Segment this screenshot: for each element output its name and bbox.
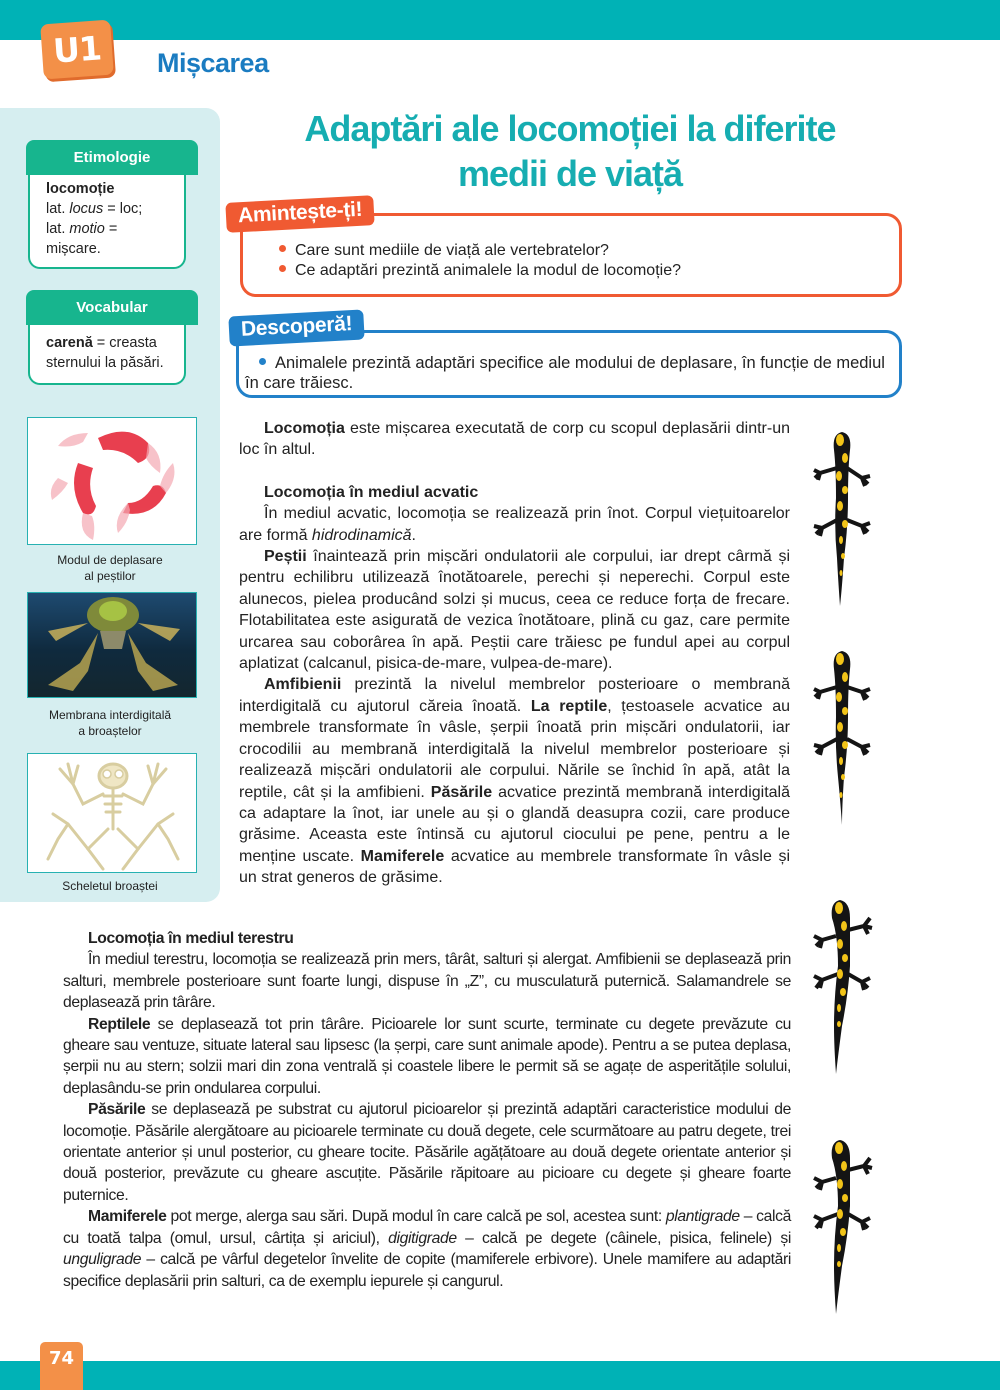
etymology-line1-rest: = loc; — [103, 201, 143, 217]
term-la-reptile: La reptile — [530, 697, 608, 715]
vocabulary-body — [28, 325, 186, 385]
term-pasarile: Păsările — [430, 783, 493, 801]
term-hidrodinamica: hidrodinamică — [311, 526, 412, 544]
unit-badge — [40, 20, 114, 80]
aquatic-text-end: . — [411, 526, 416, 544]
birds-text: acvatice prezintă membrană interdigitală ca adaptare la înot, iar unele au și o glandă deasupra cozii, care produce grăsime. Aceasta este întinsă cu ajutorul ciocului pe pene, pentru a le menține uscate. — [239, 783, 791, 865]
term-amfibienii: Amfibienii — [264, 676, 342, 694]
figure-fish-caption — [0, 552, 220, 584]
terrestrial-section — [63, 928, 791, 1292]
mammals-text: acvatice au membrele transformate în vâsle și un strat generos de grăsime. — [239, 847, 790, 887]
remember-tag: Amintește-ți! — [225, 195, 375, 233]
salamander-icon — [812, 896, 876, 1076]
terrestrial-paragraph: În mediul terestru, locomoția se realizează prin mers, târât, salturi și alergat. Amfibienii se deplasează prin salturi, membrele posterioare sunt foarte lungi, dispuse în „Z”, cu musculatură puternică. Salamandrele se deplasează prin târâre. — [63, 951, 791, 1012]
mammals-text-a: pot merge, alerga sau sări. După modul în care calcă pe sol, acestea sunt: — [166, 1208, 666, 1226]
term-digitigrade: digitigrade — [388, 1229, 457, 1247]
koi-fish-illustration — [28, 418, 197, 545]
term-mamiferele: Mamiferele — [88, 1208, 167, 1226]
etymology-latin-locus: locus — [69, 201, 104, 217]
caption-line: al peștilor — [84, 569, 136, 583]
amphibians-paragraph — [239, 674, 790, 888]
remember-item-text: Care sunt mediile de viață ale vertebratelor? — [295, 242, 609, 259]
vocabulary-box — [26, 290, 198, 385]
page-number-badge — [40, 1342, 83, 1390]
etymology-line2-rest: = mișcare. — [46, 221, 118, 257]
bullet-icon — [279, 265, 286, 272]
figure-frog-caption — [0, 707, 220, 739]
vocabulary-heading: Vocabular — [26, 290, 198, 325]
etymology-box — [26, 140, 198, 269]
intro-text: este mișcarea executată de corp cu scopul deplasării dintr-un loc în altul. — [239, 420, 790, 459]
salamander-icon — [810, 428, 874, 608]
caption-line: Scheletul broaștei — [62, 879, 158, 893]
top-color-band — [0, 0, 1000, 40]
figure-skeleton-image — [27, 753, 197, 873]
bullet-icon — [279, 245, 286, 252]
etymology-heading: Etimologie — [26, 140, 198, 175]
fish-text: înaintează prin mișcări ondulatorii ale corpului, iar drept cârmă și pentru echilibru utilizează înotătoarele, perechi și neperechi. Corpul este alunecos, pielea producând solzi și mucus, ceea ce reduce forța de frecare. Flotabilitatea este asigurată de vezica înotătoare, plină cu gaz, care permite urcarea sau coborârea în apă. Peștii care trăiesc pe fundul apei au corpul aplatizat (calcanul, pisica-de-mare, vulpea-de-mare). — [239, 548, 790, 673]
etymology-term: locomoție — [46, 181, 115, 197]
vocabulary-term: carenă — [46, 335, 93, 351]
term-reptilele: Reptilele — [88, 1015, 151, 1033]
aquatic-paragraph — [239, 503, 790, 546]
caption-line: Membrana interdigitală — [48, 708, 172, 722]
mammals-text-b: – calcă cu toată talpa (omul, ursul, cârtița și ariciul), — [63, 1208, 791, 1247]
page-number: 74 — [48, 1348, 75, 1369]
mammals-text-c: – calcă pe degete (câinele, pisica, felinele) și — [456, 1229, 791, 1247]
terrestrial-birds-text: se deplasează pe substrat cu ajutorul picioarelor și prezintă adaptări caracteristice modului de locomoție. Păsările alergătoare au picioarele terminate cu două degete, cele scurmătoare au patru degete, trei orientate anterior și unul posterior, cu gheare tocite. Păsările agățătoare au două degete orientate anterior și două posterior, prevăzute cu gheare ascuțite. Păsările răpitoare au picioare cu degete și gheare foarte puternice. — [63, 1101, 791, 1204]
term-pasarile: Păsările — [88, 1101, 146, 1119]
salamander-icon — [810, 647, 874, 827]
term-unguligrade: unguligrade — [63, 1251, 142, 1269]
terrestrial-reptiles-paragraph — [63, 1014, 791, 1100]
discover-tag: Descoperă! — [228, 309, 365, 346]
frog-swimming-illustration — [28, 593, 197, 698]
lesson-title-line2: medii de viață — [457, 153, 683, 194]
caption-line: Modul de deplasare — [57, 553, 163, 567]
salamander-icon — [812, 1136, 876, 1316]
term-locomotia: Locomoția — [264, 420, 345, 437]
etymology-body — [28, 175, 186, 269]
discover-bullet-wrap — [245, 354, 275, 372]
discover-text: Animalele prezintă adaptări specifice ale modului de deplasare, în funcție de mediul în care trăiesc. — [245, 354, 885, 392]
aquatic-text: În mediul acvatic, locomoția se realizează prin înot. Corpul viețuitoarelor are formă — [239, 505, 790, 544]
lesson-title-line1: Adaptări ale locomoției la diferite — [304, 108, 836, 149]
etymology-latin-motio: motio — [69, 221, 105, 237]
chapter-title: Mișcarea — [157, 48, 269, 78]
unit-badge-label: U1 — [51, 28, 103, 71]
terrestrial-reptiles-text: se deplasează tot prin târâre. Picioarele lor sunt scurte, terminate cu degete prevăzute cu gheare sau ventuze, situate lateral sau lipsesc (la șerpi, care sunt animale apode). Pentru a se putea deplasa, șerpii nu au stern; solzii mari din zona ventrală și coastele libere le permit să se agațe de asperitățile solului, deplasându-se prin ondularea corpului. — [63, 1015, 791, 1097]
terrestrial-mammals-paragraph — [63, 1206, 791, 1292]
discover-text-block — [239, 333, 899, 393]
amphibians-text: prezintă la nivelul membrelor posterioare o membrană interdigitală cu ajutorul căreia înoată. — [239, 676, 790, 715]
aquatic-heading: Locomoția în mediul acvatic — [264, 483, 479, 501]
remember-item — [279, 261, 899, 281]
aquatic-section — [239, 418, 790, 889]
vocabulary-definition: = creasta sternului la păsări. — [46, 335, 164, 371]
figure-fish-image — [27, 417, 197, 545]
bullet-icon — [259, 358, 266, 365]
remember-item — [279, 241, 899, 261]
term-plantigrade: plantigrade — [665, 1208, 740, 1226]
etymology-line2-prefix: lat. — [46, 221, 70, 237]
term-mamiferele: Mamiferele — [360, 847, 445, 865]
caption-line: a broaștelor — [78, 724, 142, 738]
figure-frog-image — [27, 592, 197, 698]
lesson-title — [240, 106, 900, 196]
figure-skeleton-caption — [0, 878, 220, 894]
frog-skeleton-illustration — [28, 754, 197, 873]
term-pestii: Peștii — [264, 548, 307, 566]
fish-paragraph — [239, 546, 790, 674]
mammals-text-d: – calcă pe vârful degetelor învelite de copite (mamiferele erbivore). Unele mamifere au adaptări specifice deplasării prin salturi, ca de exemplu iepurele și cangurul. — [63, 1251, 791, 1290]
etymology-line1-prefix: lat. — [46, 201, 70, 217]
remember-item-text: Ce adaptări prezintă animalele la modul de locomoție? — [295, 262, 681, 279]
intro-paragraph — [239, 418, 790, 461]
bottom-color-band — [0, 1361, 1000, 1390]
reptiles-text: , țestoasele acvatice au membrele transformate în vâsle, șerpii înoată prin mișcări ondulatorii, iar crocodilii au membrană interdigitală la nivelul membrelor posterioare și realizează mișcări ondulatorii ale corpului. Nările se închid în apă, atât la reptile, cât și la amfibieni. — [239, 697, 790, 801]
terrestrial-heading: Locomoția în mediul terestru — [88, 930, 294, 947]
terrestrial-birds-paragraph — [63, 1099, 791, 1206]
